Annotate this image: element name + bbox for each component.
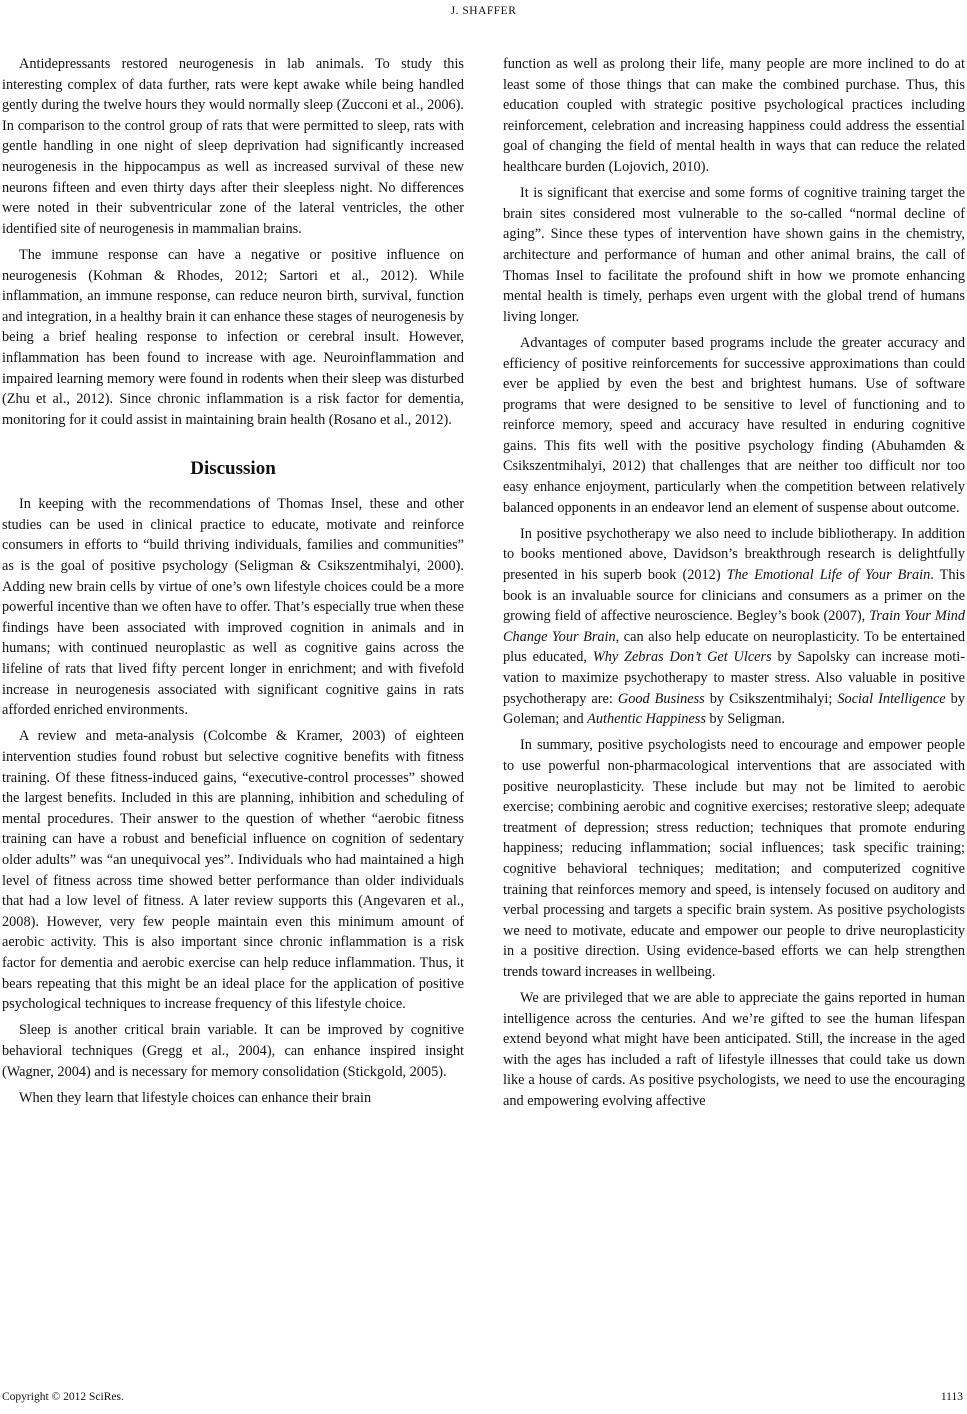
paragraph — [503, 524, 965, 730]
paragraph: In summary, positive psychologists need to encourage and empower people to use powerful non-pharmacological interventions that are associated with positive neuroplasticity. These include but may not be limited to aerobic exercise; combining aerobic and cognitive exercises; restorative sleep; adequate treatment of depression; stress reduction; techniques that promote enduring happiness; reducing inflammation; social influences; task specific training; cognitive behavioral techniques; meditation; and computerized cognitive training that reinforces memory and speed, is intensely focused on auditory and verbal processing and targets a specific brain system. As positive psychologists we need to motivate, educate and empower our people to drive neuroplasticity in a positive direction. Using evidence-based efforts we can help strengthen trends toward increases in wellbeing. — [503, 737, 965, 980]
paragraph: It is significant that exercise and some forms of cognitive training target the brain sites considered most vulnerable to the so-called “normal decline of aging”. Since these types of intervention have shown gains in the chemistry, architecture and performance of human and other animal brains, the call of Thomas Insel to facilitate the profound shift in how we promote enhancing mental health is timely, perhaps even urgent with the global trend of humans living longer. — [503, 185, 965, 325]
paragraph: function as well as prolong their life, many people are more inclined to do at least some of those things that can make the combined purchase. Thus, this education coupled with strategic positive psychological practices including reinforcement, celebration and increasing happiness could address the essential goal of changing the field of mental health in ways that can reduce the related healthcare burden (Lojovich, 2010). — [503, 56, 965, 175]
book-title: Good Business — [617, 690, 705, 707]
section-heading: Discussion — [190, 458, 276, 480]
paragraph: In keeping with the recommendations of Thomas Insel, these and other studies can be used in clinical practice to educate, motivate and reinforce consumers in efforts to “build thriving individuals, families and communities” as is the goal of positive psychology (Seligman & Csikszentmihalyi, 2000). Adding new brain cells by virtue of one’s own lifestyle choices could be a more powerful incentive than we often have to offer. That’s especially true when these findings have been associated with improved cognition in animals and in humans; with continued neuroplastic as well as cognitive gains across the lifeline of rats that lived fifty percent longer in enrichment; and with fivefold increase in neurogenesis associated with significant cognitive gains in rats afforded enriched environments. — [2, 496, 464, 719]
text-run: , can also help educate on neuroplasticity. To be entertained plus educated, — [503, 628, 965, 666]
book-title: Social Intelligence — [837, 690, 946, 707]
paragraph: Sleep is another critical brain variable. It can be improved by cognitive behavioral techniques (Gregg et al., 2004), can enhance inspired insight (Wagner, 2004) and is necessary for memory consolidation (Stickgold, 2005). — [2, 1022, 464, 1080]
paragraph: A review and meta-analysis (Colcombe & Kramer, 2003) of eighteen intervention studies found robust but selective cognitive benefits with fitness training. Of these fitness-induced gains, “executive-control processes” showed the largest benefits. Included in this are planning, inhibition and scheduling of mental procedures. Their answer to the question of whether “aerobic fitness training can have a robust and beneficial influence on cognition of sedentary older adults” was “an unequivocal yes”. Individuals who had maintained a high level of fitness across time showed better performance than older individuals that had a low level of fitness. A later review supports this (Angevaren et al., 2008). However, very few people maintain even this minimum amount of aerobic activity. This is also important since chronic inflammation is a risk factor for dementia and aerobic exercise can help reduce inflammation. Thus, it bears repeating that this might be an ideal place for the application of positive psychological techniques to increase frequency of this lifestyle choice. — [2, 728, 464, 1013]
copyright-notice: Copyright © 2012 SciRes. — [2, 1391, 124, 1403]
left-column — [2, 54, 464, 1114]
text-run: . This book is an invaluable source for clinicians and consumers as a primer on the growing field of affective neuroscience. Begley’s book (2007), — [503, 567, 966, 625]
paragraph: When they learn that lifestyle choices can enhance their brain — [19, 1089, 372, 1106]
text-run: by Goleman; and — [503, 690, 965, 728]
text-run: by Seligman. — [705, 711, 785, 728]
paragraph: Advantages of computer based programs include the greater accuracy and efficiency of positive reinforcements for successive approximations than could ever be applied by even the best and brightest humans. Use of software programs that were designed to be sensitive to level of functioning and to reinforce memory, speed and accuracy have resulted in enduring cognitive gains. This fits well with the positive psychology finding (Abuhamden & Csikszentmihalyi, 2012) that challenges that are neither too difficult nor too easy enhance enjoyment, particularly when the competition between relatively balanced opponents in an endeavor lend an element of suspense about outcome. — [503, 334, 965, 516]
right-column — [503, 54, 965, 1117]
paragraph: The immune response can have a negative or positive influence on neurogenesis (Kohman & Rhodes, 2012; Sartori et al., 2012). While inflammation, an immune response, can reduce neuron birth, survival, function and integration, in a healthy brain it can enhance these stages of neurogenesis by being a brief healing response to infection or cerebral insult. However, inflammation has been found to increase with age. Neuroinflammation and impaired learning memory were found in rodents when their sleep was disturbed (Zhu et al., 2012). Since chronic inflammation is a risk factor for dementia, monitoring for it could assist in maintaining brain health (Rosano et al., 2012). — [2, 246, 464, 428]
text-run: by Csikszentmihalyi; — [704, 690, 838, 707]
text-run: by Sapolsky can increase motivation to maximize psychotherapy to master stress. Also valuable in positive psychotherapy are: — [503, 649, 966, 707]
paragraph: Antidepressants restored neurogenesis in lab animals. To study this interesting complex of data further, rats were kept awake while being handled gently during the twelve hours they would normally sleep (Zucconi et al., 2006). In comparison to the control group of rats that were permitted to sleep, rats with gentle handling in one night of sleep deprivation had significantly increased neurogenesis in the hippocampus as well as increased survival of these new neurons fifteen and even thirty days after their sleepless night. No differences were noted in their subventricular zone of the lateral ventricles, the other identified site of neurogenesis in mammalian brains. — [2, 56, 464, 237]
book-title: Why Zebras Don’t Get Ulcers — [592, 649, 772, 666]
text-run: In positive psychotherapy we also need to include bibliotherapy. In addition to books mentioned above, Davidson’s breakthrough research is delightfully presented in his superb book (2012) — [503, 525, 965, 584]
book-title: The Emotional Life of Your Brain — [726, 567, 931, 584]
page-number: 1113 — [940, 1391, 963, 1403]
running-header: J. SHAFFER — [450, 5, 517, 17]
book-title: Train Your Mind Change Your Brain — [503, 608, 965, 645]
book-title: Authentic Happiness — [587, 711, 706, 728]
paragraph: We are privileged that we are able to appreciate the gains reported in human intelligence across the centuries. And we’re gifted to see the human lifespan extend beyond what might have been anticipated. Still, the increase in the aged with the ages has included a raft of lifestyle illnesses that could take us down like a house of cards. As positive psychologists, we need to use the encouraging and empowering evolving affective — [503, 990, 965, 1110]
